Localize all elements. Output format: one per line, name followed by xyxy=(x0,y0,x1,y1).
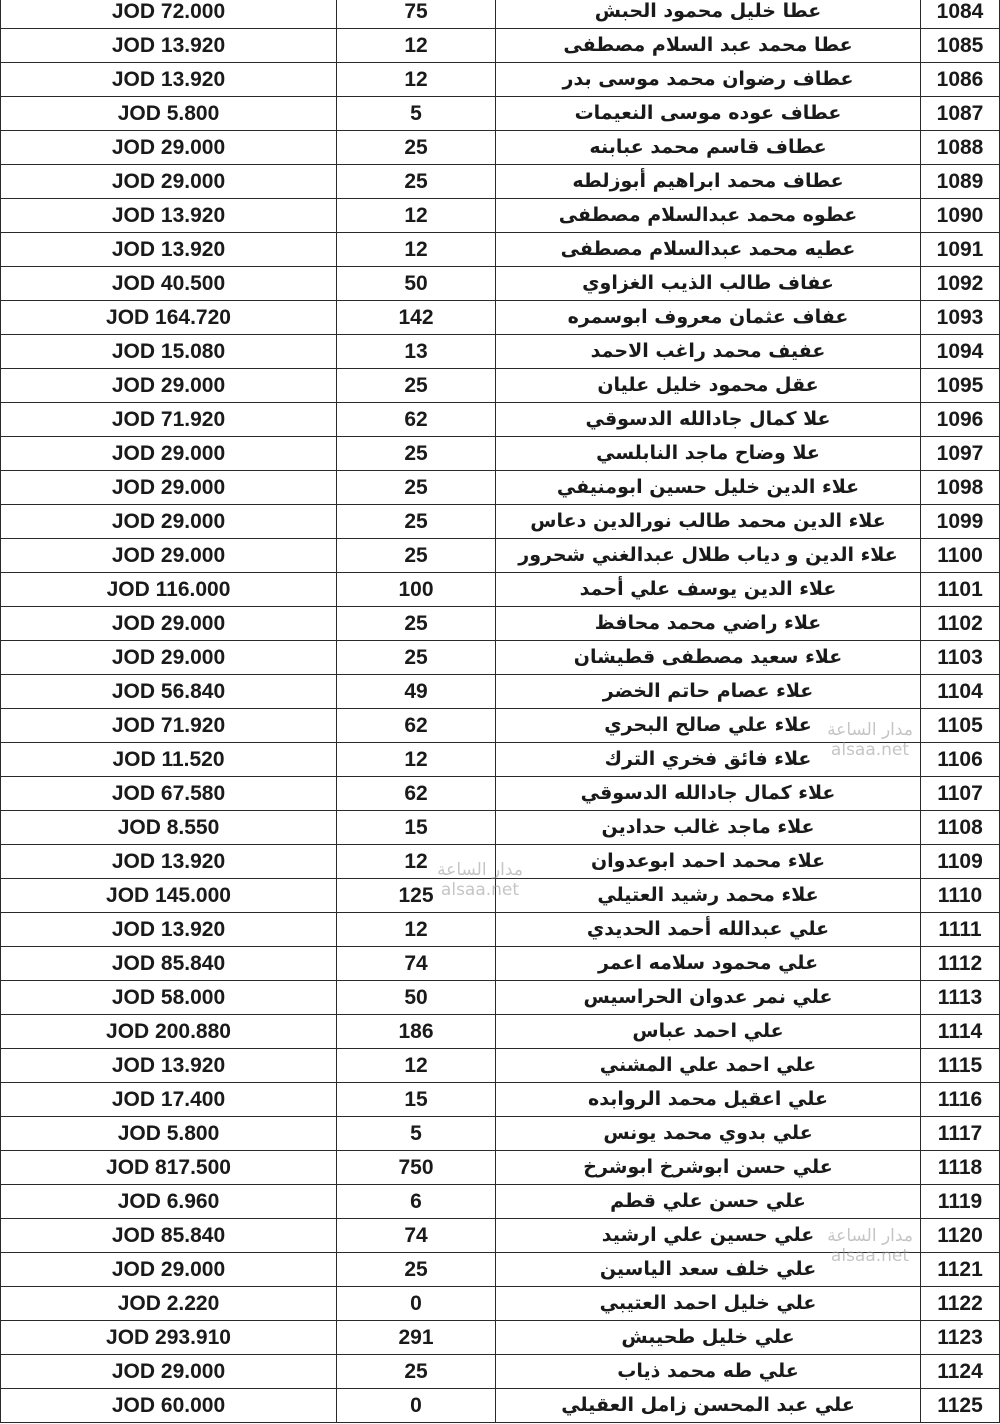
shares-cell: 25 xyxy=(337,505,496,539)
name-cell: علي نمر عدوان الحراسيس xyxy=(496,981,921,1015)
number-cell: 1102 xyxy=(921,607,1000,641)
amount-cell: JOD 29.000 xyxy=(1,437,337,471)
number-cell: 1117 xyxy=(921,1117,1000,1151)
name-cell: علاء الدين و دياب طلال عبدالغني شحرور xyxy=(496,539,921,573)
shares-cell: 5 xyxy=(337,1117,496,1151)
amount-cell: JOD 13.920 xyxy=(1,233,337,267)
watermark-latin: alsaa.net xyxy=(440,880,520,900)
number-cell: 1103 xyxy=(921,641,1000,675)
watermark-arabic: مدار الساعة xyxy=(827,720,913,740)
name-cell: علي عبد المحسن زامل العقيلي xyxy=(496,1389,921,1423)
number-cell: 1088 xyxy=(921,131,1000,165)
name-cell: علي حسن ابوشرخ ابوشرخ xyxy=(496,1151,921,1185)
amount-cell: JOD 2.220 xyxy=(1,1287,337,1321)
table-row xyxy=(1,1321,1000,1355)
amount-cell: JOD 145.000 xyxy=(1,879,337,913)
shares-cell: 25 xyxy=(337,437,496,471)
name-cell: عطاف محمد ابراهيم أبوزلطه xyxy=(496,165,921,199)
amount-cell: JOD 29.000 xyxy=(1,607,337,641)
table-row xyxy=(1,131,1000,165)
watermark-latin: alsaa.net xyxy=(830,1246,910,1266)
shares-cell: 25 xyxy=(337,539,496,573)
number-cell: 1116 xyxy=(921,1083,1000,1117)
amount-cell: JOD 60.000 xyxy=(1,1389,337,1423)
name-cell: علاء الدين خليل حسين ابومنيفي xyxy=(496,471,921,505)
amount-cell: JOD 5.800 xyxy=(1,97,337,131)
shares-cell: 12 xyxy=(337,199,496,233)
amount-cell: JOD 29.000 xyxy=(1,539,337,573)
amount-cell: JOD 15.080 xyxy=(1,335,337,369)
name-cell: علي احمد علي المشني xyxy=(496,1049,921,1083)
amount-cell: JOD 29.000 xyxy=(1,369,337,403)
amount-cell: JOD 293.910 xyxy=(1,1321,337,1355)
amount-cell: JOD 200.880 xyxy=(1,1015,337,1049)
number-cell: 1114 xyxy=(921,1015,1000,1049)
name-cell: علي خليل طحيبش xyxy=(496,1321,921,1355)
number-cell: 1096 xyxy=(921,403,1000,437)
number-cell: 1095 xyxy=(921,369,1000,403)
shares-cell: 49 xyxy=(337,675,496,709)
table-row xyxy=(1,97,1000,131)
number-cell: 1108 xyxy=(921,811,1000,845)
shares-cell: 12 xyxy=(337,913,496,947)
shares-cell: 13 xyxy=(337,335,496,369)
shares-cell: 75 xyxy=(337,0,496,29)
shares-cell: 62 xyxy=(337,777,496,811)
table-row xyxy=(1,607,1000,641)
table-row xyxy=(1,573,1000,607)
number-cell: 1100 xyxy=(921,539,1000,573)
name-cell: علاء سعيد مصطفى قطيشان xyxy=(496,641,921,675)
name-cell: عفاف طالب الذيب الغزاوي xyxy=(496,267,921,301)
name-cell: علي محمود سلامه اعمر xyxy=(496,947,921,981)
table-row xyxy=(1,233,1000,267)
table-body xyxy=(1,0,1000,1423)
shares-cell: 5 xyxy=(337,97,496,131)
shares-cell: 0 xyxy=(337,1287,496,1321)
name-cell: علاء عصام حاتم الخضر xyxy=(496,675,921,709)
shares-cell: 62 xyxy=(337,709,496,743)
shares-cell: 74 xyxy=(337,1219,496,1253)
amount-cell: JOD 29.000 xyxy=(1,641,337,675)
shares-cell: 25 xyxy=(337,131,496,165)
amount-cell: JOD 13.920 xyxy=(1,845,337,879)
table-row xyxy=(1,641,1000,675)
number-cell: 1112 xyxy=(921,947,1000,981)
table-row xyxy=(1,29,1000,63)
table-row xyxy=(1,913,1000,947)
name-cell: علي خليل احمد العتيبي xyxy=(496,1287,921,1321)
number-cell: 1087 xyxy=(921,97,1000,131)
number-cell: 1123 xyxy=(921,1321,1000,1355)
shares-cell: 12 xyxy=(337,1049,496,1083)
name-cell: علاء كمال جادالله الدسوقي xyxy=(496,777,921,811)
number-cell: 1104 xyxy=(921,675,1000,709)
name-cell: عطا محمد عبد السلام مصطفى xyxy=(496,29,921,63)
shares-cell: 25 xyxy=(337,369,496,403)
table-row xyxy=(1,1015,1000,1049)
table-row xyxy=(1,403,1000,437)
shares-cell: 291 xyxy=(337,1321,496,1355)
table-row xyxy=(1,845,1000,879)
table-row xyxy=(1,335,1000,369)
name-cell: عطوه محمد عبدالسلام مصطفى xyxy=(496,199,921,233)
table-row xyxy=(1,879,1000,913)
name-cell: علي احمد عباس xyxy=(496,1015,921,1049)
watermark-arabic: مدار الساعة xyxy=(437,860,523,880)
name-cell: عقل محمود خليل عليان xyxy=(496,369,921,403)
number-cell: 1124 xyxy=(921,1355,1000,1389)
amount-cell: JOD 29.000 xyxy=(1,1355,337,1389)
number-cell: 1084 xyxy=(921,0,1000,29)
shares-cell: 25 xyxy=(337,1355,496,1389)
number-cell: 1092 xyxy=(921,267,1000,301)
table-row xyxy=(1,369,1000,403)
name-cell: علي حسين علي ارشيد xyxy=(496,1219,921,1253)
shares-cell: 0 xyxy=(337,1389,496,1423)
shares-cell: 25 xyxy=(337,1253,496,1287)
number-cell: 1118 xyxy=(921,1151,1000,1185)
number-cell: 1122 xyxy=(921,1287,1000,1321)
table-row xyxy=(1,1253,1000,1287)
shares-cell: 12 xyxy=(337,845,496,879)
table-row xyxy=(1,1049,1000,1083)
shares-cell: 74 xyxy=(337,947,496,981)
number-cell: 1119 xyxy=(921,1185,1000,1219)
number-cell: 1094 xyxy=(921,335,1000,369)
number-cell: 1099 xyxy=(921,505,1000,539)
watermark-arabic: مدار الساعة xyxy=(827,1226,913,1246)
amount-cell: JOD 116.000 xyxy=(1,573,337,607)
table-row xyxy=(1,675,1000,709)
name-cell: علاء محمد احمد ابوعدوان xyxy=(496,845,921,879)
shares-cell: 25 xyxy=(337,165,496,199)
number-cell: 1113 xyxy=(921,981,1000,1015)
number-cell: 1090 xyxy=(921,199,1000,233)
number-cell: 1093 xyxy=(921,301,1000,335)
name-cell: علي حسن علي قطم xyxy=(496,1185,921,1219)
table-row xyxy=(1,743,1000,777)
name-cell: علاء فائق فخري الترك xyxy=(496,743,921,777)
table-row xyxy=(1,505,1000,539)
table-row xyxy=(1,437,1000,471)
table-row xyxy=(1,1083,1000,1117)
amount-cell: JOD 13.920 xyxy=(1,199,337,233)
name-cell: عطاف قاسم محمد عبابنه xyxy=(496,131,921,165)
amount-cell: JOD 5.800 xyxy=(1,1117,337,1151)
shares-cell: 142 xyxy=(337,301,496,335)
table-row xyxy=(1,777,1000,811)
shares-cell: 12 xyxy=(337,29,496,63)
shares-cell: 62 xyxy=(337,403,496,437)
amount-cell: JOD 71.920 xyxy=(1,709,337,743)
name-cell: علا كمال جادالله الدسوقي xyxy=(496,403,921,437)
name-cell: علاء راضي محمد محافظ xyxy=(496,607,921,641)
shares-cell: 100 xyxy=(337,573,496,607)
amount-cell: JOD 817.500 xyxy=(1,1151,337,1185)
amount-cell: JOD 29.000 xyxy=(1,471,337,505)
shares-cell: 25 xyxy=(337,471,496,505)
number-cell: 1115 xyxy=(921,1049,1000,1083)
shares-cell: 15 xyxy=(337,1083,496,1117)
name-cell: علاء علي صالح البحري xyxy=(496,709,921,743)
name-cell: عطيه محمد عبدالسلام مصطفى xyxy=(496,233,921,267)
name-cell: علاء الدين يوسف علي أحمد xyxy=(496,573,921,607)
amount-cell: JOD 72.000 xyxy=(1,0,337,29)
amount-cell: JOD 11.520 xyxy=(1,743,337,777)
shares-cell: 12 xyxy=(337,743,496,777)
shares-cell: 25 xyxy=(337,641,496,675)
shares-cell: 12 xyxy=(337,63,496,97)
number-cell: 1125 xyxy=(921,1389,1000,1423)
table-row xyxy=(1,947,1000,981)
name-cell: علاء الدين محمد طالب نورالدين دعاس xyxy=(496,505,921,539)
amount-cell: JOD 56.840 xyxy=(1,675,337,709)
shares-cell: 186 xyxy=(337,1015,496,1049)
shares-cell: 50 xyxy=(337,267,496,301)
name-cell: علاء محمد رشيد العتيلي xyxy=(496,879,921,913)
amount-cell: JOD 13.920 xyxy=(1,1049,337,1083)
name-cell: عطاف رضوان محمد موسى بدر xyxy=(496,63,921,97)
table-row xyxy=(1,1117,1000,1151)
name-cell: علا وضاح ماجد النابلسي xyxy=(496,437,921,471)
number-cell: 1105 xyxy=(921,709,1000,743)
amount-cell: JOD 40.500 xyxy=(1,267,337,301)
number-cell: 1109 xyxy=(921,845,1000,879)
table-row xyxy=(1,165,1000,199)
name-cell: علي طه محمد ذياب xyxy=(496,1355,921,1389)
shares-cell: 12 xyxy=(337,233,496,267)
amount-cell: JOD 29.000 xyxy=(1,131,337,165)
number-cell: 1101 xyxy=(921,573,1000,607)
name-cell: علي عبدالله أحمد الحديدي xyxy=(496,913,921,947)
amount-cell: JOD 85.840 xyxy=(1,1219,337,1253)
table-row xyxy=(1,301,1000,335)
number-cell: 1091 xyxy=(921,233,1000,267)
table-row xyxy=(1,1355,1000,1389)
number-cell: 1120 xyxy=(921,1219,1000,1253)
name-cell: علي خلف سعد الياسين xyxy=(496,1253,921,1287)
table-row xyxy=(1,0,1000,29)
shares-cell: 15 xyxy=(337,811,496,845)
amount-cell: JOD 29.000 xyxy=(1,165,337,199)
amount-cell: JOD 13.920 xyxy=(1,63,337,97)
watermark-latin: alsaa.net xyxy=(830,740,910,760)
amount-cell: JOD 6.960 xyxy=(1,1185,337,1219)
number-cell: 1086 xyxy=(921,63,1000,97)
amount-cell: JOD 29.000 xyxy=(1,505,337,539)
name-cell: عفيف محمد راغب الاحمد xyxy=(496,335,921,369)
shares-cell: 750 xyxy=(337,1151,496,1185)
name-cell: علاء ماجد غالب حدادين xyxy=(496,811,921,845)
shares-cell: 6 xyxy=(337,1185,496,1219)
table-row xyxy=(1,471,1000,505)
table-row xyxy=(1,1185,1000,1219)
table-row xyxy=(1,267,1000,301)
amount-cell: JOD 71.920 xyxy=(1,403,337,437)
name-cell: علي اعقيل محمد الروابده xyxy=(496,1083,921,1117)
amount-cell: JOD 67.580 xyxy=(1,777,337,811)
table-row xyxy=(1,1151,1000,1185)
name-cell: علي بدوي محمد يونس xyxy=(496,1117,921,1151)
number-cell: 1121 xyxy=(921,1253,1000,1287)
amount-cell: JOD 8.550 xyxy=(1,811,337,845)
table-row xyxy=(1,539,1000,573)
amount-cell: JOD 58.000 xyxy=(1,981,337,1015)
shares-cell: 50 xyxy=(337,981,496,1015)
shares-cell: 25 xyxy=(337,607,496,641)
table-row xyxy=(1,981,1000,1015)
amount-cell: JOD 17.400 xyxy=(1,1083,337,1117)
number-cell: 1098 xyxy=(921,471,1000,505)
table-row xyxy=(1,709,1000,743)
shares-cell: 125 xyxy=(337,879,496,913)
table-row xyxy=(1,1389,1000,1423)
table-row xyxy=(1,1219,1000,1253)
name-cell: عفاف عثمان معروف ابوسمره xyxy=(496,301,921,335)
number-cell: 1097 xyxy=(921,437,1000,471)
amount-cell: JOD 29.000 xyxy=(1,1253,337,1287)
amount-cell: JOD 13.920 xyxy=(1,29,337,63)
number-cell: 1111 xyxy=(921,913,1000,947)
amount-cell: JOD 85.840 xyxy=(1,947,337,981)
table-row xyxy=(1,1287,1000,1321)
table-row xyxy=(1,811,1000,845)
number-cell: 1110 xyxy=(921,879,1000,913)
table-row xyxy=(1,63,1000,97)
amount-cell: JOD 13.920 xyxy=(1,913,337,947)
amount-cell: JOD 164.720 xyxy=(1,301,337,335)
name-cell: عطاف عوده موسى النعيمات xyxy=(496,97,921,131)
number-cell: 1089 xyxy=(921,165,1000,199)
name-cell: عطا خليل محمود الحبش xyxy=(496,0,921,29)
number-cell: 1107 xyxy=(921,777,1000,811)
table-row xyxy=(1,199,1000,233)
number-cell: 1106 xyxy=(921,743,1000,777)
number-cell: 1085 xyxy=(921,29,1000,63)
